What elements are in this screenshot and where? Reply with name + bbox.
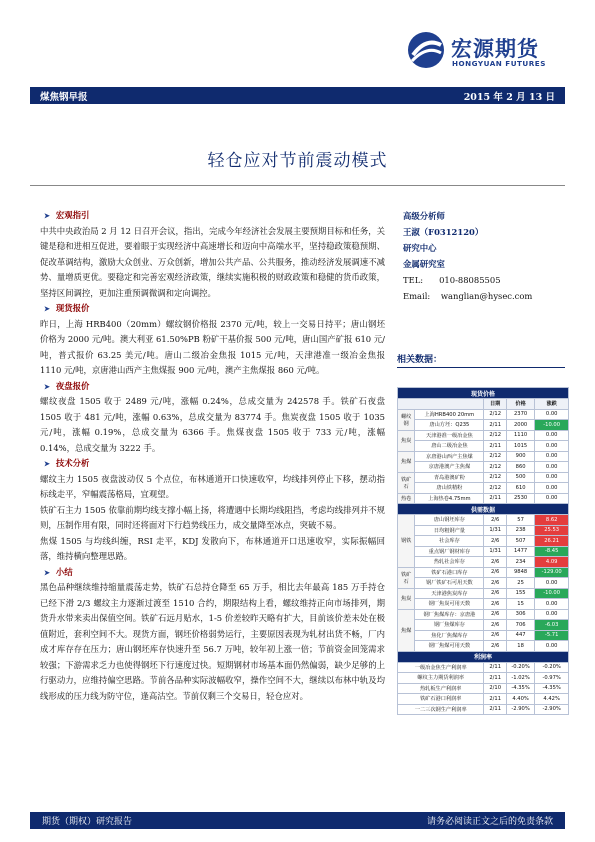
- analyst-name: 王淑（F0312120）: [403, 227, 484, 237]
- table-title-row: 利润率: [398, 651, 569, 662]
- arrow-icon: ➤: [44, 211, 50, 220]
- table-row: 京唐港澳产主焦煤 2/12 860 0.00: [398, 462, 569, 473]
- footer-disclaimer: 请务必阅读正文之后的免责条款: [426, 817, 553, 827]
- analyst-email: Email: wanglian@hysec.com: [403, 291, 533, 301]
- analyst-dept: 研究中心: [403, 243, 437, 253]
- brand-english: HONGYUAN FUTURES: [452, 59, 546, 68]
- section-heading: ➤ 现货报价: [44, 303, 90, 313]
- section-heading: ➤ 小结: [44, 566, 73, 577]
- section-heading: ➤ 夜盘报价: [44, 380, 90, 391]
- report-date: 2015 年 2 月 13 日: [463, 92, 555, 103]
- table-row: 钢厂焦炭可用天数 2/6 15 0.00: [398, 599, 569, 610]
- footer-bar: [30, 812, 565, 829]
- table-row: 一二三次钢生产利润率 2/11 -2.90% -2.90%: [398, 704, 569, 715]
- table-row: 焦化厂焦煤库存 2/6 447 -5.71: [398, 630, 569, 641]
- section-paragraph: 昨日，上海 HRB400（20mm）螺纹钢价格报 2370 元/吨，较上一交易日持平；唐山钢坯价格为 2000 元/吨。澳大利亚 61.50%PB 粉矿干基价报 500 元/吨，唐山国产矿报 610 元/吨，普式报价 63.25 美元/吨。唐山二级冶金焦报 1015 元/吨，天津港准一级冶金焦报 1110 元/吨，京唐港山西产主焦煤报 900 元/吨，澳产主焦煤报 860 元/吨。: [40, 318, 385, 375]
- section-paragraph: 中共中央政治局 2 月 12 日召开会议，指出，完成今年经济社会发展主要预期目标和任务，关键是稳和进相互促进，要着眼于实现经济中高速增长和迈向中高端水平，坚持稳政策稳预期、促改革调结构，激励大众创业、万众创新，增加公共产品、公共服务，推动经济发展调速不减势、量增质更优。要稳定和完善宏观经济政策，继续实施积极的财政政策和稳健的货币政策，坚持区间调控，更加注重预调微调和定向调控。: [40, 225, 385, 298]
- page-title: 轻仓应对节前震动模式: [207, 151, 388, 171]
- arrow-icon: ➤: [44, 567, 50, 577]
- table-row: 焦炭 天津港焦炭库存 2/6 155 -10.00: [398, 588, 569, 599]
- section-heading: ➤ 技术分析: [44, 458, 90, 468]
- main-content: [40, 208, 385, 704]
- table-row: 重点钢厂钢材库存 1/31 1477 -8.45: [398, 546, 569, 557]
- section-paragraph: 螺纹主力 1505 夜盘波动仅 5 个点位，布林通道开口快速收窄，均线排列停止下移，摆动指标线走平，窄幅震荡格局，宜观望。: [40, 473, 385, 499]
- table-title-row: 现货价格: [398, 388, 569, 399]
- table-row: 铁矿石港口利润率 2/11 4.40% 4.42%: [398, 694, 569, 705]
- analyst-role: 高级分析师: [403, 211, 445, 221]
- data-table: [397, 387, 569, 715]
- table-column-header: 日期 价格 涨跌: [398, 399, 569, 410]
- report-type: 煤焦钢早报: [40, 92, 88, 103]
- logo-mark-icon: [407, 31, 445, 69]
- table-row: 唐山二级冶金焦 2/11 1015 0.00: [398, 441, 569, 452]
- table-row: 热轧板生产利润率 2/10 -4.35% -4.35%: [398, 683, 569, 694]
- table-row: 日均粗钢产量 1/31 238 25.53: [398, 525, 569, 536]
- analyst-info: [403, 208, 563, 304]
- section-paragraph: 黑色品种继续维持缩量震荡走势，铁矿石总持仓降至 65 万手，相比去年最高 185 万手持仓已经下滑 2/3 螺纹主力逐渐过渡至 1510 合约，期限结构上看，螺纹维持正向市场排列，期货升水带来卖出保值空间。铁矿石远月贴水，1-5 价差较昨天略有扩大，目前该价差未处在极值附近，套利空间不大。现货方面，钢坯价格弱势运行，主要原因表现为轧材出货不畅，厂内成才库存存在压力；唐山钢坯库存快速升至 56.7 万吨，较年初上涨一倍；节前资金回笼需求较强；下游需求乏力也使得钢坯下行速度过快。短期钢材市场基本面仍然偏弱，缺少足够的上行驱动力，应维持偏空思路。节前各品种实际波幅收窄，操作空间不大，继续以布林中轨及均线形成的压力线为防守位，逢高沽空。节前仅剩三个交易日，轻仓应对。: [40, 582, 385, 701]
- section-heading: ➤ 宏观指引: [44, 210, 90, 220]
- table-row: 铁矿石 铁矿石港口库存 2/6 9848 -129.00: [398, 567, 569, 578]
- divider: [30, 185, 565, 186]
- table-row: 螺纹主力期货利润率 2/11 -1.02% -0.97%: [398, 673, 569, 684]
- company-logo: [407, 31, 567, 73]
- table-row: 热轧社会库存 2/6 234 4.09: [398, 557, 569, 568]
- section-paragraph: 铁矿石主力 1505 依靠前期均线支撑小幅上扬，将遭遇中长期均线阻挡，考虑均线排列并不规则，压制作用有限，同时还将面对下行趋势线压力，成交量降至冰点，突破不易。: [40, 504, 385, 530]
- section-paragraph: 螺纹夜盘 1505 收于 2489 元/吨，涨幅 0.24%，总成交量为 242578 手。铁矿石夜盘 1505 收于 481 元/吨，涨幅 0.63%，总成交量为 83774 手。焦炭夜盘 1505 收于 1035 元/吨，涨幅 0.19%，总成交量为 6366 手。焦煤夜盘 1505 收于 733 元/吨，涨幅 0.14%，总成交量为 3222 手。: [40, 396, 385, 453]
- table-row: 焦炭 天津港准一级冶金焦 2/12 1110 0.00: [398, 430, 569, 441]
- arrow-icon: ➤: [44, 459, 50, 468]
- table-row: 一级冶金焦生产利润率 2/11 -0.20% -0.20%: [398, 662, 569, 673]
- brand-name: 宏源期货: [451, 37, 539, 61]
- analyst-dept2: 金属研究室: [403, 259, 445, 269]
- analyst-tel: TEL: 010-88085505: [403, 275, 501, 285]
- arrow-icon: ➤: [44, 381, 50, 391]
- table-row: 钢厂焦煤可用天数 2/6 18 0.00: [398, 641, 569, 652]
- table-title-row: 供需数据: [398, 504, 569, 515]
- table-row: 钢铁 唐山钢坯库存 2/6 57 8.62: [398, 515, 569, 526]
- table-row: 唐山铁精粉 2/12 610 0.00: [398, 483, 569, 494]
- header-bar: [30, 87, 565, 104]
- table-row: 热卷 上海热卷4.75mm 2/11 2530 0.00: [398, 493, 569, 504]
- table-row: 铁矿石 青岛港澳矿粉 2/12 500 0.00: [398, 472, 569, 483]
- table-row: 社会库存 2/6 507 26.21: [398, 536, 569, 547]
- table-row: 唐山方坯：Q235 2/11 2000 -10.00: [398, 420, 569, 431]
- footer-left: 期货（期权）研究报告: [42, 817, 133, 827]
- table-row: 钢厂焦煤库存 2/6 706 -6.03: [398, 620, 569, 631]
- related-data-title: 相关数据：: [397, 352, 565, 368]
- table-row: 焦煤 京唐港山西产主焦煤 2/12 900 0.00: [398, 451, 569, 462]
- table-row: 焦煤 钢厂焦煤库存：京唐港 2/6 306 0.00: [398, 609, 569, 620]
- table-row: 钢厂铁矿石可用天数 2/6 25 0.00: [398, 578, 569, 589]
- table-row: 螺纹钢 上海HRB400 20mm 2/12 2370 0.00: [398, 409, 569, 420]
- arrow-icon: ➤: [44, 304, 50, 313]
- section-paragraph: 焦煤 1505 与均线纠缠，RSI 走平，KDJ 发散向下，布林通道开口迅速收窄，实际振幅回落，维持横向整理思路。: [40, 535, 385, 561]
